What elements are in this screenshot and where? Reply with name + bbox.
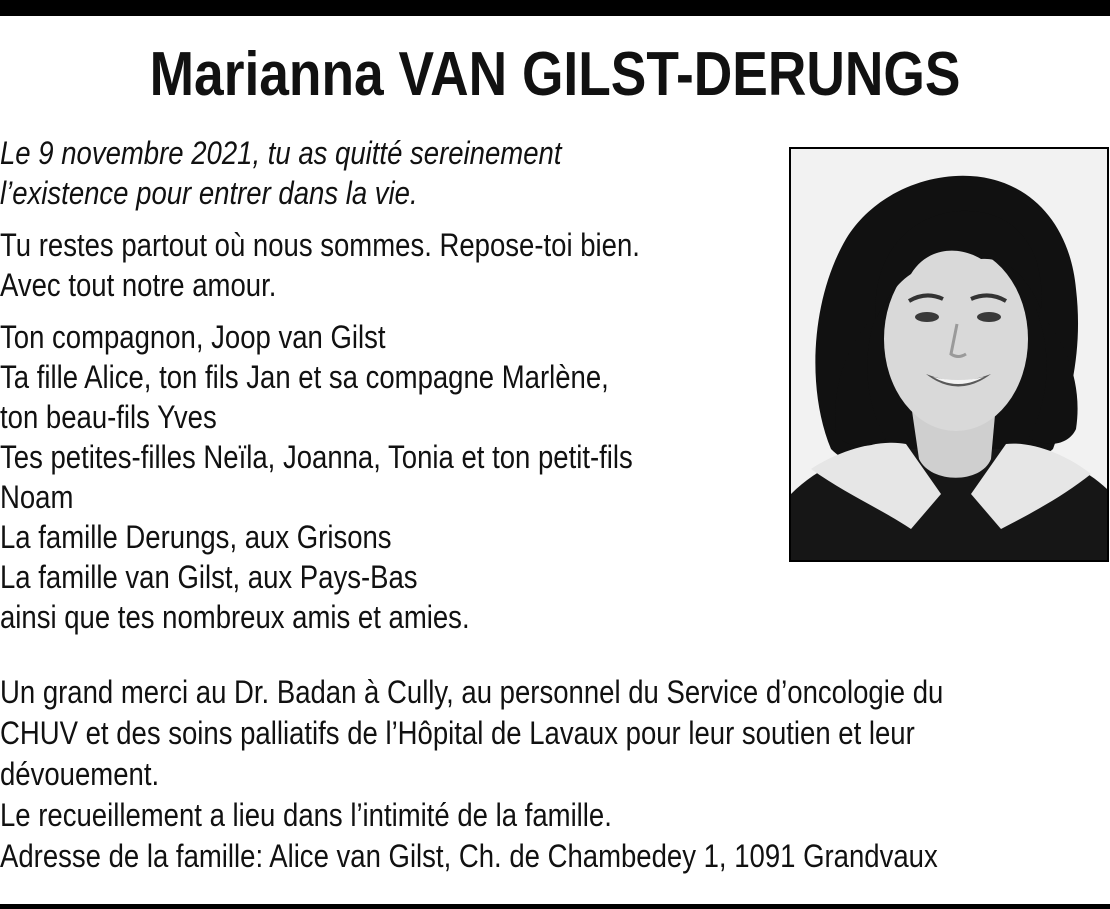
eye-right	[977, 312, 1001, 322]
family-line: La famille Derungs, aux Grisons	[0, 519, 392, 555]
family-line: ton beau-fils Yves	[0, 399, 217, 435]
top-rule	[0, 0, 1110, 16]
family-line: La famille van Gilst, aux Pays-Bas	[0, 559, 418, 595]
intro-line: Le 9 novembre 2021, tu as quitté sereinement	[0, 135, 562, 171]
intro-block	[0, 133, 770, 213]
farewell-block	[0, 225, 770, 305]
closing-line: Un grand merci au Dr. Badan à Cully, au personnel du Service d’oncologie du	[0, 674, 944, 710]
closing-line: Le recueillement a lieu dans l’intimité de la famille.	[0, 797, 612, 833]
closing-block	[0, 672, 1110, 877]
family-line: Ta fille Alice, ton fils Jan et sa compagne Marlène,	[0, 359, 609, 395]
closing-line: dévouement.	[0, 756, 160, 792]
notice-text-column	[0, 133, 770, 637]
family-line: Ton compagnon, Joop van Gilst	[0, 319, 386, 355]
portrait-photo	[789, 147, 1109, 562]
family-block	[0, 317, 770, 637]
farewell-line: Avec tout notre amour.	[0, 267, 277, 303]
intro-line: l’existence pour entrer dans la vie.	[0, 175, 418, 211]
portrait-image	[791, 149, 1107, 560]
family-line: ainsi que tes nombreux amis et amies.	[0, 599, 470, 635]
eye-left	[915, 312, 939, 322]
closing-line: Adresse de la famille: Alice van Gilst, Ch. de Chambedey 1, 1091 Grandvaux	[0, 838, 938, 874]
closing-line: CHUV et des soins palliatifs de l’Hôpital de Lavaux pour leur soutien et leur	[0, 715, 915, 751]
family-line: Tes petites-filles Neïla, Joanna, Tonia et ton petit-fils	[0, 439, 633, 475]
farewell-line: Tu restes partout où nous sommes. Repose-toi bien.	[0, 227, 640, 263]
notice-title: Marianna VAN GILST-DERUNGS	[149, 40, 961, 109]
bottom-rule	[0, 904, 1110, 909]
family-line: Noam	[0, 479, 74, 515]
